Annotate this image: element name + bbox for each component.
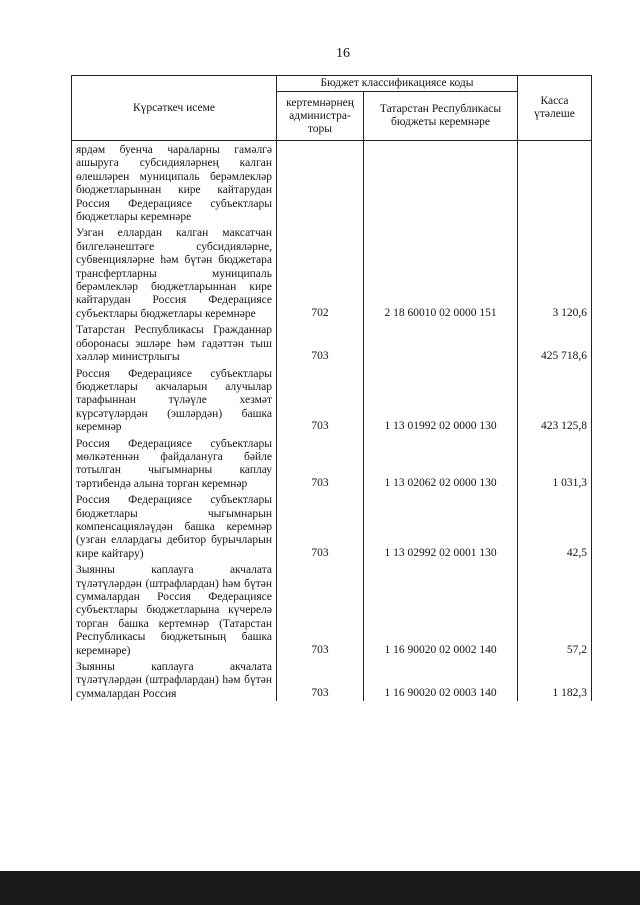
- page-number: 16: [336, 46, 350, 61]
- indicator-name-header: Күрсәткеч исеме: [72, 76, 277, 141]
- amount-cell: 1 031,3: [518, 435, 592, 492]
- table-row: [72, 141, 592, 225]
- admin-code-cell: 702: [277, 224, 364, 321]
- amount-cell: 42,5: [518, 491, 592, 561]
- table-row: [72, 365, 592, 435]
- amount-cell: 423 125,8: [518, 365, 592, 435]
- admin-code-cell: [277, 141, 364, 225]
- revenue-code-cell: [364, 321, 518, 364]
- admin-code-cell: 703: [277, 491, 364, 561]
- table-body: [72, 141, 592, 702]
- revenue-header: Татарстан Республикасы бюджеты керемнәре: [364, 92, 518, 141]
- indicator-name-cell: Зыянны каплауга акчалата түләтүләрдән (штрафлардан) һәм бүтән суммалардан Россия Федерациясе субъектлары бюджетларына күчерелә торган башка кертемнәр (Татарстан Республикасы бюджетының башка керемнәре): [72, 561, 277, 658]
- revenue-code-cell: [364, 141, 518, 225]
- budget-table: [71, 75, 592, 701]
- indicator-name-cell: Зыянны каплауга акчалата түләтүләрдән (штрафлардан) һәм бүтән суммалардан Россия: [72, 658, 277, 701]
- revenue-code-cell: 1 16 90020 02 0003 140: [364, 658, 518, 701]
- admin-code-cell: 703: [277, 561, 364, 658]
- indicator-name-cell: ярдәм буенча чараларны гамәлгә ашыруга субсидияләрнең калган өлешләрен муниципаль берәмлекләр бюджетларыннан кире кайтарудан Россия Федерациясе субъектлары бюджетлары керемнәре: [72, 141, 277, 225]
- cash-execution-header: Касса үтәлеше: [518, 76, 592, 141]
- amount-cell: 57,2: [518, 561, 592, 658]
- table-row: [72, 561, 592, 658]
- budget-codes-header: Бюджет классификациясе коды: [277, 76, 518, 92]
- indicator-name-cell: Россия Федерациясе субъектлары бюджетлары чыгымнарын компенсацияләүдән башка керемнәр (узган еллардагы дебитор бурычларын кире кайтару): [72, 491, 277, 561]
- indicator-name-cell: Узган еллардан калган максатчан билгеләнештәге субсидияләрне, субвенцияләрне һәм бүтән бюджетара трансфертларны муниципаль берәмлекләр бюджетларыннан кире кайтарудан Россия Федерациясе субъектлары бюджетлары керемнәре: [72, 224, 277, 321]
- amount-cell: 3 120,6: [518, 224, 592, 321]
- revenue-code-cell: 1 13 01992 02 0000 130: [364, 365, 518, 435]
- amount-cell: 425 718,6: [518, 321, 592, 364]
- scan-bottom-edge: [0, 871, 640, 905]
- admin-code-cell: 703: [277, 321, 364, 364]
- table-row: [72, 491, 592, 561]
- revenue-code-cell: 1 13 02062 02 0000 130: [364, 435, 518, 492]
- admin-code-cell: 703: [277, 435, 364, 492]
- table-row: [72, 321, 592, 364]
- revenue-code-cell: 2 18 60010 02 0000 151: [364, 224, 518, 321]
- table-row: [72, 224, 592, 321]
- revenue-code-cell: 1 16 90020 02 0002 140: [364, 561, 518, 658]
- amount-cell: 1 182,3: [518, 658, 592, 701]
- revenue-code-cell: 1 13 02992 02 0001 130: [364, 491, 518, 561]
- indicator-name-cell: Россия Федерациясе субъектлары бюджетлары акчаларын алучылар тарафыннан түләүле хезмәт күрсәтүләрдән (эшләрдән) башка керемнәр: [72, 365, 277, 435]
- indicator-name-cell: Татарстан Республикасы Гражданнар оборонасы эшләре һәм гадәттән тыш хәлләр министрлыгы: [72, 321, 277, 364]
- admin-code-cell: 703: [277, 365, 364, 435]
- indicator-name-cell: Россия Федерациясе субъектлары мөлкәтеннән файдалануга бәйле тотылган чыгымнарны каплау тәртибендә алына торган керемнәр: [72, 435, 277, 492]
- table-row: [72, 658, 592, 701]
- admin-header: кертемнәрнең администра-торы: [277, 92, 364, 141]
- admin-code-cell: 703: [277, 658, 364, 701]
- table-row: [72, 435, 592, 492]
- amount-cell: [518, 141, 592, 225]
